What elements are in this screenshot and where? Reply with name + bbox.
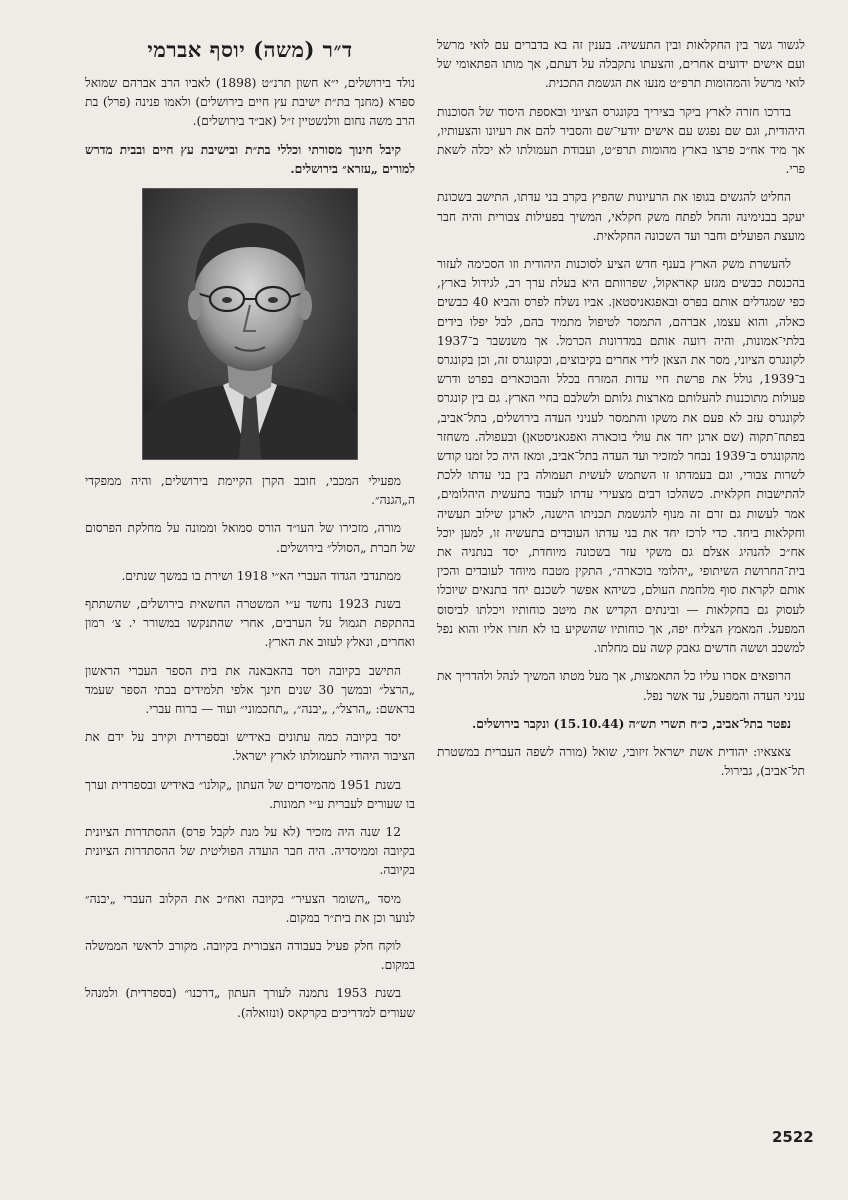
left-paragraph-3: מפעילי המכבי, חובב הקרן הקיימת בירושלים, והיה ממפקדי ה„הגנה״.: [85, 474, 415, 508]
page-number: 2522: [772, 1128, 814, 1146]
right-column: [437, 36, 805, 790]
left-paragraph-12: לוקח חלק פעיל בעבודה הצבורית בקיובה. מקורב לראשי הממשלה במקום.: [85, 939, 415, 973]
left-paragraph-10: 12 שנה היה מזכיר (לא על מנת לקבל פרס) ההסתדרות הציונית בקיובה וממיסדיה. היה חבר הועדה הפוליטית של ההסתדרות הציונית בקיובה.: [85, 825, 415, 878]
left-paragraph-11: מיסד „השומר הצעיר״ בקיובה ואח״כ את הקלוב העברי „יבנה״ לנוער וכן את בית״ר במקום.: [85, 891, 415, 925]
left-paragraph-2: קיבל חינוך מסורתי וכללי בת״ת ובישיבת עץ חיים ובבית מדרש למורים „עזרא״ בירושלים.: [85, 142, 415, 176]
right-paragraph-5: הרופאים אסרו עליו כל התאמצות, אך מעל מטתו המשיך לנהל ולהדריך את עניני העדה והמפעל, עד אשר נפל.: [437, 669, 805, 703]
right-paragraph-6: נפטר בתל־אביב, כ״ח תשרי תש״ה (15.10.44) ונקבר בירושלים.: [472, 716, 791, 731]
left-paragraph-9: בשנת 1951 מהמיסדים של העתון „קולנו״ באידיש ובספרדית וערך בו שעורים לעברית ע״י תמונות.: [85, 777, 415, 811]
left-paragraph-1: נולד בירושלים, י״א חשון תרנ״ט (1898) לאביו הרב אברהם שמואל ספרא (מחנך בת״ת ישיבת עץ חיים בירושלים) ולאמו פנינה (פרל) בת הרב משה נחום וולנשטיין ז״ל (אב״ד בירושלים).: [85, 76, 416, 129]
left-paragraph-5: ממתנדבי הגדוד העברי הא״י 1918 ושירת בו במשך שנתים.: [121, 568, 401, 583]
left-paragraph-8: יסד בקיובה כמה עתונים באידיש ובספרדית וקירב על ידם את הציבור היהודי לתעמולתו לארץ ישראל.: [85, 730, 415, 764]
right-paragraph-1: לגשור גשר בין החקלאות ובין התעשיה. בענין זה בא בדברים עם לואי מרשל ועם אישים ידועים אחרים, והצעתו נתקבלה על דעתם, אך מותו הפתאומי של לואי מרשל והמהומות תרפ״ט מנעו את הגשמת התכנית.: [437, 38, 805, 91]
left-paragraph-4: מורה, מזכירו של העו״ד הורס סמואל וממונה על מחלקת הפרסום של חברת „הסולל״ בירושלים.: [85, 521, 415, 555]
left-column: [85, 36, 415, 1032]
right-paragraph-7: צאצאיו: יהודית אשת ישראל זיזובי, שואל (מורה לשפה העברית במשטרת תל־אביב), גבירול.: [437, 744, 805, 779]
right-paragraph-4: להעשרת משק הארץ בענף חדש הציע לסוכנות היהודית וזו הסכימה לעזור בהכנסת כבשים מגזע קאראקול, שפרוותם היא בעלת ערך רב, לגידול בארץ, כפי שמגדלים אותם בפרס ובאפגאניסטאן. אביו נשלח לפרס והביא 40 כבשים כאלה, והוא עצמו, אברהם, התמסר לטיפול מתמיד בהם, לבל יפלו בידים בלתי־אמונות, והיה רועה אותם במדרונות הכרמל. אך משנשבר ב־1937 לקונגרס הציוני, מסר את הצאן לידי אחרים בקיבוצים, ובקונגרס זה, וכן בקונגרס ב־1939, גולל את פרשת חיי עדות המזרח בכלל והבוכארים בפרט ודרש פעולות מתוכננות להעלותם מארצות גלותם ולשלבם בחיי הארץ. גם בין קונגרס לקונגרס עזב לא פעם את משקו והתמסר לעניני העדה בירושלים, בתל־אביב, בפתח־תקוה (שם ארגן יחד את עולי בוכארה ואפגאניסטאן) ובעפולה. משחזר מהקונגרס ב־1939 נבחר למזכיר ועד העדה בתל־אביב, ומאז היה כל זמנו קודש לשרות צבורי, וגם בעמדתו זו השתמש לעשית תעמולה בין בני עדתו ללכת להתישבות חקלאית. כשהלכו רבים מצעירי עדתו לעבוד בתעשית היהלומים, אמר לעשות גם זרם זה מנוף להגשמת תכניתו הישנה, לארגן שילוב תעשיה וחקלאות ביחד. כדי לרכז יחד את בני עדתו העובדים בתעשיה זו, למען יוכל אח״כ להנהיג אצלם גם משקי עזר בשכונה מיוחדת, יסד בנתניה את בית־החרושת השיתופי „יהלומי בוכארה״, התקין מטבח מיוחד לעובדים והכין אותם לקראת סוף מלחמת העולם, כשיהא אפשר לשכנם יחד בתנאים שיוכלו לעסוק גם בחקלאות — ובינתים הקדיש את מיטב כוחותיו ויכלתו לביסוס המפעל. המאמץ הצליח יפה, אך כוחותיו שהשקיע בו לא חזרו אליו והוא נפל למשכב וששה חדשים גאבק קשה עם מחלתו.: [437, 257, 806, 656]
left-paragraph-7: התישב בקיובה ויסד בהאבאנה את בית הספר העברי הראשון „הרצל״ ובמשך 30 שנים חינך אלפי תלמידים בבתי הספר שעמד בראשם: „הרצל״, „יבנה״, „תחכמוני״ ועוד — ברוח עברי.: [85, 663, 416, 717]
left-paragraph-13: בשנת 1953 נתמנה לעורך העתון „דרכנו״ (בספרדית) ולמנהל שעורים למדריכים בקרקאס (ונזואלה).: [85, 986, 415, 1020]
biography-title: ד״ר (משה) יוסף אברמי: [147, 37, 353, 62]
left-paragraph-6: בשנת 1923 נחשד ע״י המשטרה החשאית בירושלים, שהשתתף בהתקפת תגמול על הערבים, אחרי שהתנקשו במשורר י. צ׳ רמון ואחרים, ונאלץ לעזוב את הארץ.: [85, 597, 415, 650]
right-paragraph-3: החליט להגשים בגופו את הרעיונות שהפיץ בקרב בני עדתו, התישב בשכונת יעקב בבנימינה והחל לפתח משק חקלאי, המשיך בפעילות צבורית והיה חבר מועצת הפועלים וחבר ועד השכונה החקלאית.: [437, 190, 805, 243]
right-paragraph-2: בדרכו חזרה לארץ ביקר בציריך בקונגרס הציוני ובאספת היסוד של הסוכנות היהודית, וגם שם נפגש עם אישים יודעי־שם והסביר להם את רעיונו והצעותיו, אך מיד אח״כ פרצו בארץ מהומות תרפ״ט, ועבודת תעמולתו לא יכלה לשאת פרי.: [437, 104, 805, 177]
portrait-photo: [142, 188, 358, 460]
portrait-photo-icon: [143, 189, 357, 459]
